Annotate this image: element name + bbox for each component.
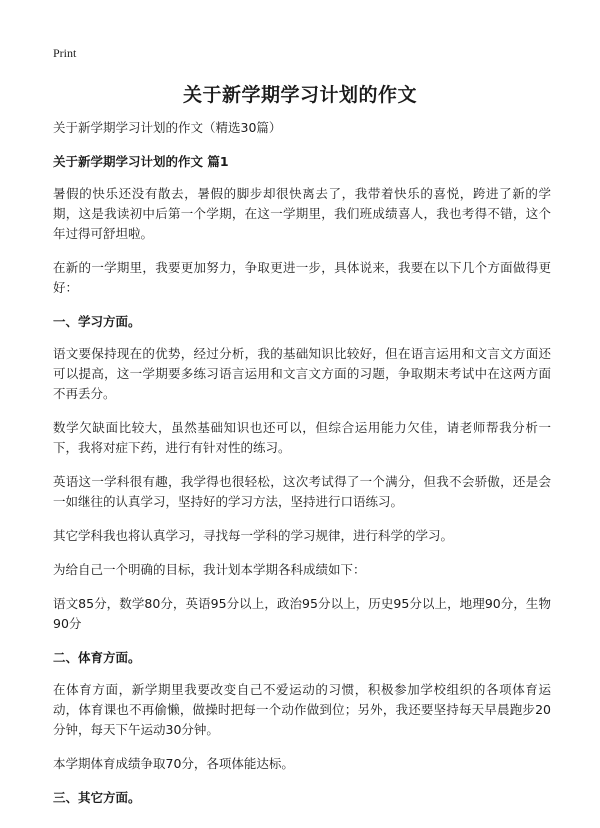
paragraph-goal: 为给自己一个明确的目标，我计划本学期各科成绩如下： xyxy=(53,562,366,577)
paragraph-sports: 在体育方面，新学期里我要改变自己不爱运动的习惯，积极参加学校组织的各项体育运动，体育课也不再偷懒，做操时把每一个动作做到位；另外，我还要坚持每天早晨跑步20分钟，每天下午运动30分钟。 xyxy=(53,682,551,737)
section-heading-sports: 二、体育方面。 xyxy=(53,650,141,665)
paragraph-math: 数学欠缺面比较大，虽然基础知识也还可以，但综合运用能力欠佳，请老师帮我分析一下，我将对症下药，进行有针对性的练习。 xyxy=(53,420,551,455)
article-heading: 关于新学期学习计划的作文 篇1 xyxy=(53,154,229,169)
print-link[interactable]: Print xyxy=(53,46,77,60)
paragraph-intro-1: 暑假的快乐还没有散去，暑假的脚步却很快离去了，我带着快乐的喜悦，跨进了新的学期，这是我读初中后第一个学期，在这一学期里，我们班成绩喜人，我也考得不错，这个年过得可舒坦啦。 xyxy=(53,186,551,241)
paragraph-sports-target: 本学期体育成绩争取70分，各项体能达标。 xyxy=(53,756,294,771)
article-subtitle: 关于新学期学习计划的作文（精选30篇） xyxy=(53,120,282,135)
paragraph-chinese: 语文要保持现在的优势，经过分析，我的基础知识比较好，但在语言运用和文言文方面还可以提高，这一学期要多练习语言运用和文言文方面的习题，争取期末考试中在这两方面不再丢分。 xyxy=(53,346,551,401)
paragraph-target-scores: 语文85分，数学80分，英语95分以上，政治95分以上，历史95分以上，地理90分，生物90分 xyxy=(53,596,551,631)
paragraph-intro-2: 在新的一学期里，我要更加努力，争取更进一步，具体说来，我要在以下几个方面做得更好： xyxy=(53,260,551,295)
page-title: 关于新学期学习计划的作文 xyxy=(182,84,417,106)
article-content xyxy=(53,118,551,820)
paragraph-other-subjects: 其它学科我也将认真学习，寻找每一学科的学习规律，进行科学的学习。 xyxy=(53,528,454,543)
paragraph-english: 英语这一学科很有趣，我学得也很轻松，这次考试得了一个满分，但我不会骄傲，还是会一如继往的认真学习，坚持好的学习方法，坚持进行口语练习。 xyxy=(53,474,551,509)
section-heading-study: 一、学习方面。 xyxy=(53,314,141,329)
section-heading-other: 三、其它方面。 xyxy=(53,790,141,805)
